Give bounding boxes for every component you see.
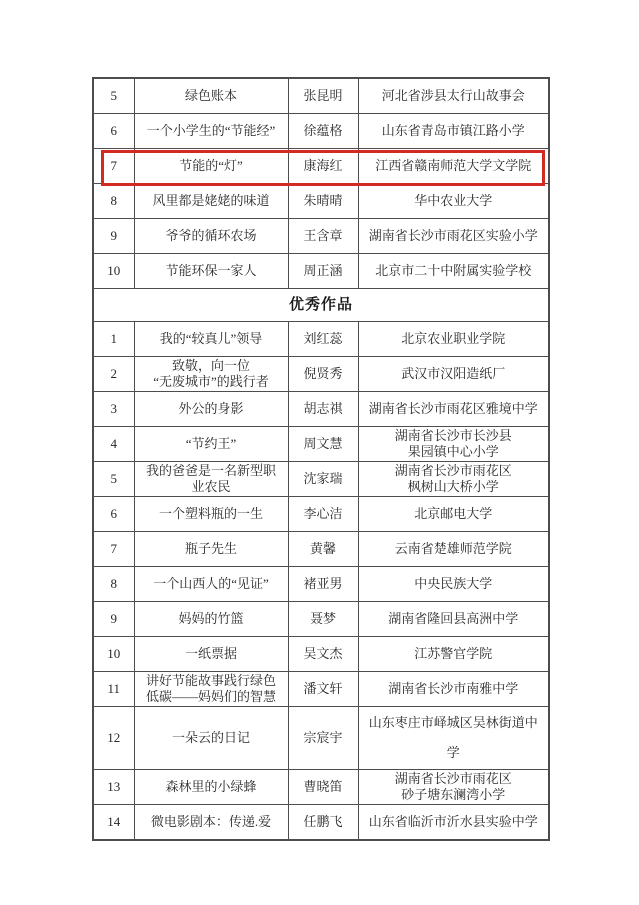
- cell-institution: 江西省赣南师范大学文学院: [358, 149, 549, 184]
- table-row: [93, 770, 549, 805]
- cell-author: 黄馨: [288, 532, 358, 567]
- cell-institution: 江苏警官学院: [358, 637, 549, 672]
- table-row: [93, 357, 549, 392]
- cell-author: 周正涵: [288, 254, 358, 289]
- cell-number: 8: [93, 567, 134, 602]
- cell-number: 4: [93, 427, 134, 462]
- cell-title: “节约王”: [134, 427, 288, 462]
- cell-author: 徐蕴格: [288, 114, 358, 149]
- table-row: [93, 567, 549, 602]
- cell-title: 致敬，向一位 “无废城市”的践行者: [134, 357, 288, 392]
- cell-institution: 云南省楚雄师范学院: [358, 532, 549, 567]
- cell-institution: 中央民族大学: [358, 567, 549, 602]
- cell-number: 11: [93, 672, 134, 707]
- cell-title: 森林里的小绿蜂: [134, 770, 288, 805]
- cell-title: 微电影剧本：传递.爱: [134, 805, 288, 841]
- table-body: [93, 78, 549, 840]
- cell-author: 周文慧: [288, 427, 358, 462]
- cell-institution: 北京邮电大学: [358, 497, 549, 532]
- table-row: [93, 637, 549, 672]
- cell-author: 曹晓笛: [288, 770, 358, 805]
- cell-institution: 河北省涉县太行山故事会: [358, 78, 549, 114]
- table-row: [93, 672, 549, 707]
- table-row: [93, 254, 549, 289]
- section-header-row: [93, 289, 549, 322]
- table-row: [93, 532, 549, 567]
- cell-title: 一个塑料瓶的一生: [134, 497, 288, 532]
- cell-institution: 湖南省长沙市雨花区 砂子塘东澜湾小学: [358, 770, 549, 805]
- table-row: [93, 184, 549, 219]
- cell-title: 一个山西人的“见证”: [134, 567, 288, 602]
- cell-number: 9: [93, 602, 134, 637]
- cell-title: 一纸票据: [134, 637, 288, 672]
- cell-author: 倪贤秀: [288, 357, 358, 392]
- table-row: [93, 707, 549, 770]
- cell-institution: 华中农业大学: [358, 184, 549, 219]
- cell-number: 10: [93, 637, 134, 672]
- cell-title: 妈妈的竹篮: [134, 602, 288, 637]
- cell-number: 8: [93, 184, 134, 219]
- cell-number: 1: [93, 322, 134, 357]
- cell-author: 李心洁: [288, 497, 358, 532]
- cell-title: 节能的“灯”: [134, 149, 288, 184]
- cell-number: 7: [93, 532, 134, 567]
- cell-author: 沈家瑞: [288, 462, 358, 497]
- cell-institution: 山东省临沂市沂水县实验中学: [358, 805, 549, 841]
- cell-title: 节能环保一家人: [134, 254, 288, 289]
- cell-number: 14: [93, 805, 134, 841]
- table-row: [93, 462, 549, 497]
- table-row: [93, 322, 549, 357]
- cell-author: 王含章: [288, 219, 358, 254]
- cell-title: 一个小学生的“节能经”: [134, 114, 288, 149]
- cell-author: 潘文轩: [288, 672, 358, 707]
- cell-number: 3: [93, 392, 134, 427]
- cell-institution: 湖南省长沙市南雅中学: [358, 672, 549, 707]
- cell-author: 宗宸宇: [288, 707, 358, 770]
- table-row: [93, 392, 549, 427]
- cell-number: 9: [93, 219, 134, 254]
- cell-title: 绿色账本: [134, 78, 288, 114]
- table-row: [93, 219, 549, 254]
- cell-title: 瓶子先生: [134, 532, 288, 567]
- cell-institution: 武汉市汉阳造纸厂: [358, 357, 549, 392]
- cell-title: 爷爷的循环农场: [134, 219, 288, 254]
- cell-number: 5: [93, 462, 134, 497]
- cell-number: 13: [93, 770, 134, 805]
- cell-author: 胡志祺: [288, 392, 358, 427]
- cell-author: 康海红: [288, 149, 358, 184]
- table-row: [93, 114, 549, 149]
- cell-author: 张昆明: [288, 78, 358, 114]
- cell-institution: 山东枣庄市峄城区吴林街道中 学: [358, 707, 549, 770]
- cell-institution: 湖南省长沙市雨花区雅境中学: [358, 392, 549, 427]
- cell-number: 6: [93, 497, 134, 532]
- award-table: [92, 77, 550, 841]
- table-row: [93, 497, 549, 532]
- cell-title: 我的“较真儿”领导: [134, 322, 288, 357]
- cell-title: 风里都是姥姥的味道: [134, 184, 288, 219]
- cell-institution: 湖南省长沙市雨花区 枫树山大桥小学: [358, 462, 549, 497]
- cell-author: 褚亚男: [288, 567, 358, 602]
- cell-number: 7: [93, 149, 134, 184]
- cell-institution: 北京农业职业学院: [358, 322, 549, 357]
- section-header-title: 优秀作品: [93, 289, 549, 322]
- cell-institution: 湖南省隆回县高洲中学: [358, 602, 549, 637]
- cell-author: 刘红蕊: [288, 322, 358, 357]
- cell-number: 5: [93, 78, 134, 114]
- cell-number: 2: [93, 357, 134, 392]
- cell-institution: 山东省青岛市镇江路小学: [358, 114, 549, 149]
- cell-institution: 北京市二十中附属实验学校: [358, 254, 549, 289]
- cell-institution: 湖南省长沙市长沙县 果园镇中心小学: [358, 427, 549, 462]
- cell-number: 10: [93, 254, 134, 289]
- table-row: [93, 78, 549, 114]
- cell-author: 聂梦: [288, 602, 358, 637]
- cell-author: 朱晴晴: [288, 184, 358, 219]
- cell-title: 外公的身影: [134, 392, 288, 427]
- cell-institution: 湖南省长沙市雨花区实验小学: [358, 219, 549, 254]
- cell-title: 我的爸爸是一名新型职 业农民: [134, 462, 288, 497]
- table-row: [93, 149, 549, 184]
- table-row: [93, 805, 549, 841]
- cell-number: 6: [93, 114, 134, 149]
- cell-number: 12: [93, 707, 134, 770]
- cell-title: 讲好节能故事践行绿色 低碳——妈妈们的智慧: [134, 672, 288, 707]
- cell-title: 一朵云的日记: [134, 707, 288, 770]
- cell-author: 吴文杰: [288, 637, 358, 672]
- table-row: [93, 427, 549, 462]
- table-row: [93, 602, 549, 637]
- cell-author: 任鹏飞: [288, 805, 358, 841]
